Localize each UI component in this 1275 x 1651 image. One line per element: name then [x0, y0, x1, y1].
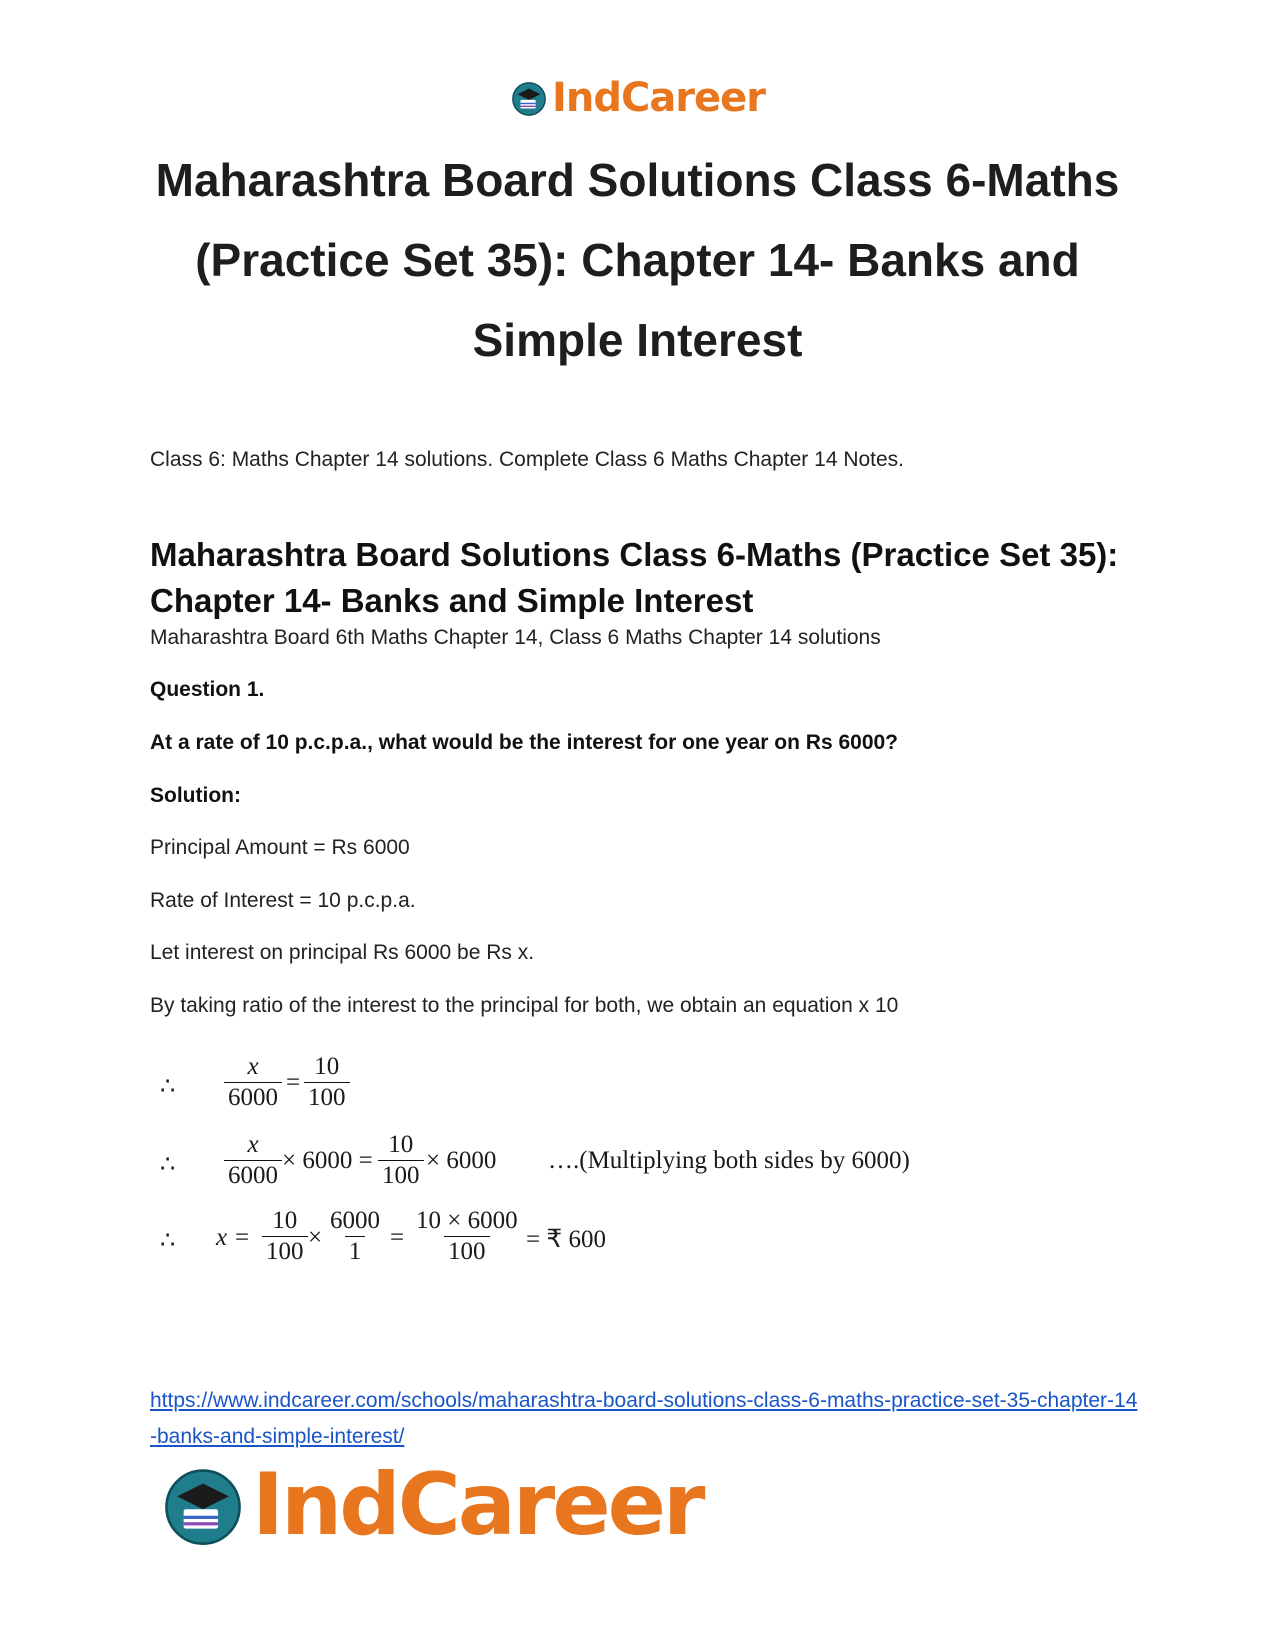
result-value: = ₹ 600 [526, 1226, 607, 1253]
logo-text: IndCareer [551, 75, 766, 121]
fraction [378, 1130, 424, 1191]
therefore-symbol: ∴ [160, 1226, 176, 1254]
solution-line: Principal Amount = Rs 6000 [150, 836, 410, 859]
question-text: At a rate of 10 p.c.p.a., what would be the interest for one year on Rs 6000? [150, 731, 899, 754]
numerator: x [247, 1131, 259, 1158]
source-link[interactable]: https://www.indcareer.com/schools/maharashtra-board-solutions-class-6-maths-practice-set-35-chapter-14-banks-and-simple-interest/ [150, 1389, 1138, 1448]
fraction [224, 1130, 282, 1191]
fraction [262, 1206, 308, 1267]
numerator: 10 [272, 1207, 298, 1234]
fraction [412, 1206, 522, 1267]
denominator: 100 [304, 1082, 350, 1113]
denominator: 100 [444, 1236, 490, 1267]
fraction [304, 1052, 350, 1113]
multiply-expression: × 6000 [426, 1147, 497, 1174]
therefore-symbol: ∴ [160, 1150, 176, 1178]
logo-text: IndCareer [252, 1455, 703, 1555]
solution-line: Let interest on principal Rs 6000 be Rs x. [150, 941, 535, 964]
footer-logo[interactable] [160, 1455, 703, 1555]
solution-label: Solution: [150, 784, 241, 807]
equals-sign: = [286, 1069, 301, 1096]
fraction [224, 1052, 282, 1113]
numerator: x [247, 1053, 259, 1080]
numerator: 10 [314, 1053, 340, 1080]
section-heading: Maharashtra Board Solutions Class 6-Maths (Practice Set 35): Chapter 14- Banks and Simple Interest [150, 536, 1119, 619]
therefore-symbol: ∴ [160, 1072, 176, 1100]
globe-graduation-cap-icon [160, 1462, 246, 1548]
solution-line: By taking ratio of the interest to the principal for both, we obtain an equation x 10 [150, 994, 899, 1017]
numerator: 6000 [330, 1207, 380, 1234]
question-label: Question 1. [150, 678, 265, 701]
x-equals: x = [216, 1224, 251, 1251]
solution-line: Rate of Interest = 10 p.c.p.a. [150, 889, 416, 912]
page-title: Maharashtra Board Solutions Class 6-Maths (Practice Set 35): Chapter 14- Banks and Simple Interest [155, 154, 1120, 366]
globe-graduation-cap-icon [510, 79, 548, 117]
denominator: 1 [345, 1236, 366, 1267]
subtitle-text: Maharashtra Board 6th Maths Chapter 14, Class 6 Maths Chapter 14 solutions [150, 626, 881, 649]
header-logo[interactable] [0, 75, 1275, 121]
fraction [326, 1206, 384, 1267]
equals-sign: = [390, 1224, 405, 1251]
multiply-expression: × 6000 = [282, 1147, 373, 1174]
numerator: 10 [388, 1131, 414, 1158]
denominator: 100 [262, 1236, 308, 1267]
denominator: 100 [378, 1160, 424, 1191]
intro-text: Class 6: Maths Chapter 14 solutions. Complete Class 6 Maths Chapter 14 Notes. [150, 448, 905, 471]
times-sign: × [308, 1224, 323, 1251]
denominator: 6000 [224, 1082, 282, 1113]
numerator: 10 × 6000 [416, 1207, 518, 1234]
denominator: 6000 [224, 1160, 282, 1191]
math-note: ….(Multiplying both sides by 6000) [548, 1147, 910, 1174]
